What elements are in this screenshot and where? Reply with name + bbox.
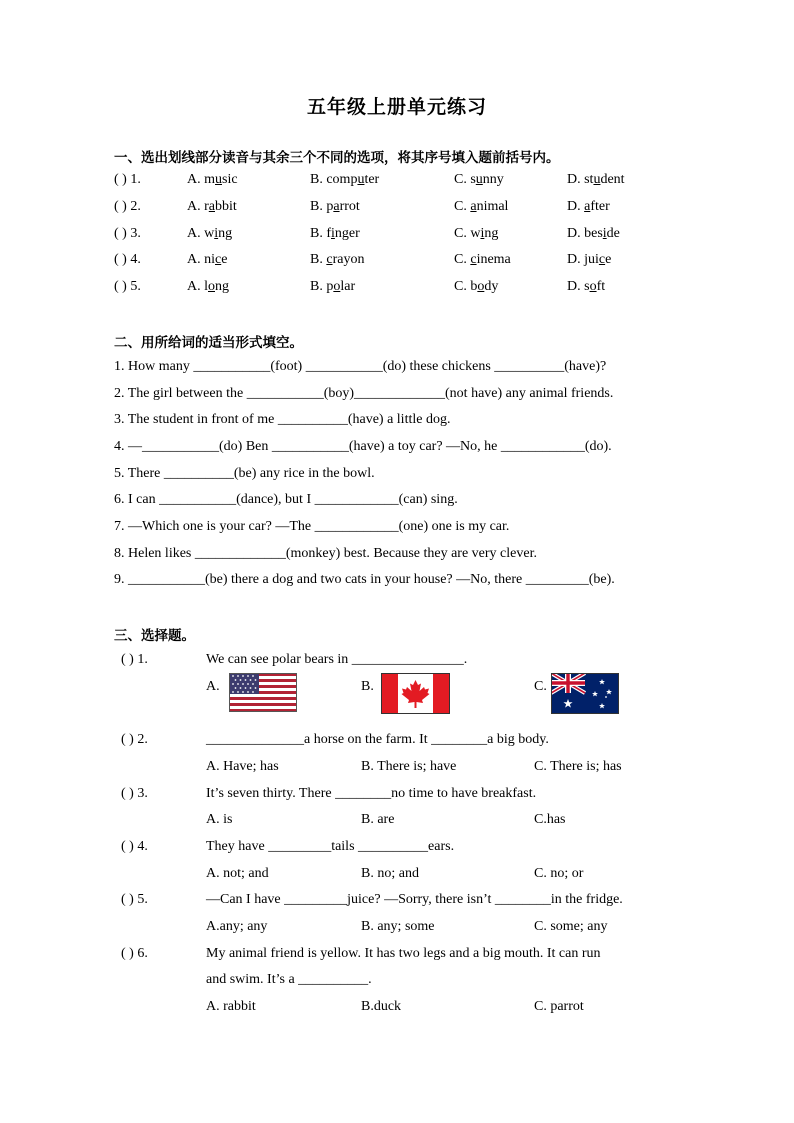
option-a: A.any; any	[206, 919, 268, 934]
option-b: B. crayon	[310, 252, 365, 267]
part1-item	[114, 252, 141, 268]
question-stem: It’s seven thirty. There ________no time to have breakfast.	[206, 786, 537, 801]
item-number: ( ) 5.	[114, 279, 141, 294]
usa-flag-icon	[229, 673, 297, 712]
fill-blank-line: 6. I can ___________(dance), but I ____________(can) sing.	[114, 492, 458, 507]
option-a: A. Have; has	[206, 759, 279, 774]
option-a-label: A.	[206, 679, 220, 694]
item-number: ( ) 4.	[114, 252, 141, 267]
option-a: A. is	[206, 812, 233, 827]
option-b: B. There is; have	[361, 759, 457, 774]
option-c: C.has	[534, 812, 566, 827]
question-stem: We can see polar bears in ________________.	[206, 652, 468, 667]
canada-flag-icon	[381, 673, 450, 714]
option-b: B. parrot	[310, 199, 360, 214]
option-c: C. body	[454, 279, 499, 294]
fill-blank-line: 3. The student in front of me __________(have) a little dog.	[114, 412, 451, 427]
option-a: A. rabbit	[187, 199, 237, 214]
option-c: C. sunny	[454, 172, 504, 187]
option-c: C. animal	[454, 199, 509, 214]
question-number: ( ) 6.	[121, 946, 148, 961]
option-c: C. There is; has	[534, 759, 622, 774]
question-stem: They have _________tails __________ears.	[206, 839, 455, 854]
option-d: D. soft	[567, 279, 606, 294]
fill-blank-line: 1. How many ___________(foot) ___________(do) these chickens __________(have)?	[114, 359, 607, 374]
option-a: A. music	[187, 172, 238, 187]
option-a: A. not; and	[206, 866, 269, 881]
fill-blank-line: 5. There __________(be) any rice in the bowl.	[114, 466, 375, 481]
option-b: B. are	[361, 812, 395, 827]
option-c: C. parrot	[534, 999, 584, 1014]
item-number: ( ) 3.	[114, 226, 141, 241]
option-b: B. finger	[310, 226, 360, 241]
option-b: B. computer	[310, 172, 380, 187]
option-b: B. any; some	[361, 919, 435, 934]
question-stem: ______________a horse on the farm. It ________a big body.	[206, 732, 549, 747]
option-a: A. wing	[187, 226, 233, 241]
question-number: ( ) 1.	[121, 652, 148, 667]
part3-heading: 三、选择题。	[114, 628, 195, 644]
option-c: C. wing	[454, 226, 499, 241]
option-a: A. long	[187, 279, 229, 294]
question-stem: —Can I have _________juice? —Sorry, there isn’t ________in the fridge.	[206, 892, 623, 907]
option-d: D. after	[567, 199, 610, 214]
item-number: ( ) 1.	[114, 172, 141, 187]
fill-blank-line: 9. ___________(be) there a dog and two cats in your house? —No, there _________(be).	[114, 572, 615, 587]
option-b: B.duck	[361, 999, 402, 1014]
option-c: C. no; or	[534, 866, 584, 881]
fill-blank-line: 4. —___________(do) Ben ___________(have) a toy car? —No, he ____________(do).	[114, 439, 612, 454]
question-stem-continued: and swim. It’s a __________.	[206, 972, 372, 987]
option-b: B. polar	[310, 279, 356, 294]
item-number: ( ) 2.	[114, 199, 141, 214]
part2-heading: 二、用所给词的适当形式填空。	[114, 335, 303, 351]
question-stem: My animal friend is yellow. It has two legs and a big mouth. It can run	[206, 946, 601, 961]
part1-item	[114, 199, 141, 215]
option-a: A. rabbit	[206, 999, 256, 1014]
fill-blank-line: 8. Helen likes _____________(monkey) best. Because they are very clever.	[114, 546, 537, 561]
question-number: ( ) 3.	[121, 786, 148, 801]
fill-blank-line: 7. —Which one is your car? —The ____________(one) one is my car.	[114, 519, 510, 534]
option-c-label: C.	[534, 679, 547, 694]
australia-flag-icon	[551, 673, 619, 714]
fill-blank-line: 2. The girl between the ___________(boy)_____________(not have) any animal friends.	[114, 386, 614, 401]
option-c: C. some; any	[534, 919, 608, 934]
page-title: 五年级上册单元练习	[306, 96, 487, 118]
option-d: D. juice	[567, 252, 612, 267]
part1-item	[114, 172, 141, 188]
question-number: ( ) 2.	[121, 732, 148, 747]
option-b-label: B.	[361, 679, 374, 694]
option-a: A. nice	[187, 252, 228, 267]
option-b: B. no; and	[361, 866, 419, 881]
option-d: D. student	[567, 172, 625, 187]
part1-heading: 一、选出划线部分读音与其余三个不同的选项，将其序号填入题前括号内。	[114, 150, 560, 166]
part1-item	[114, 226, 141, 242]
question-number: ( ) 4.	[121, 839, 148, 854]
option-d: D. beside	[567, 226, 620, 241]
option-c: C. cinema	[454, 252, 511, 267]
question-number: ( ) 5.	[121, 892, 148, 907]
part1-item	[114, 279, 141, 295]
